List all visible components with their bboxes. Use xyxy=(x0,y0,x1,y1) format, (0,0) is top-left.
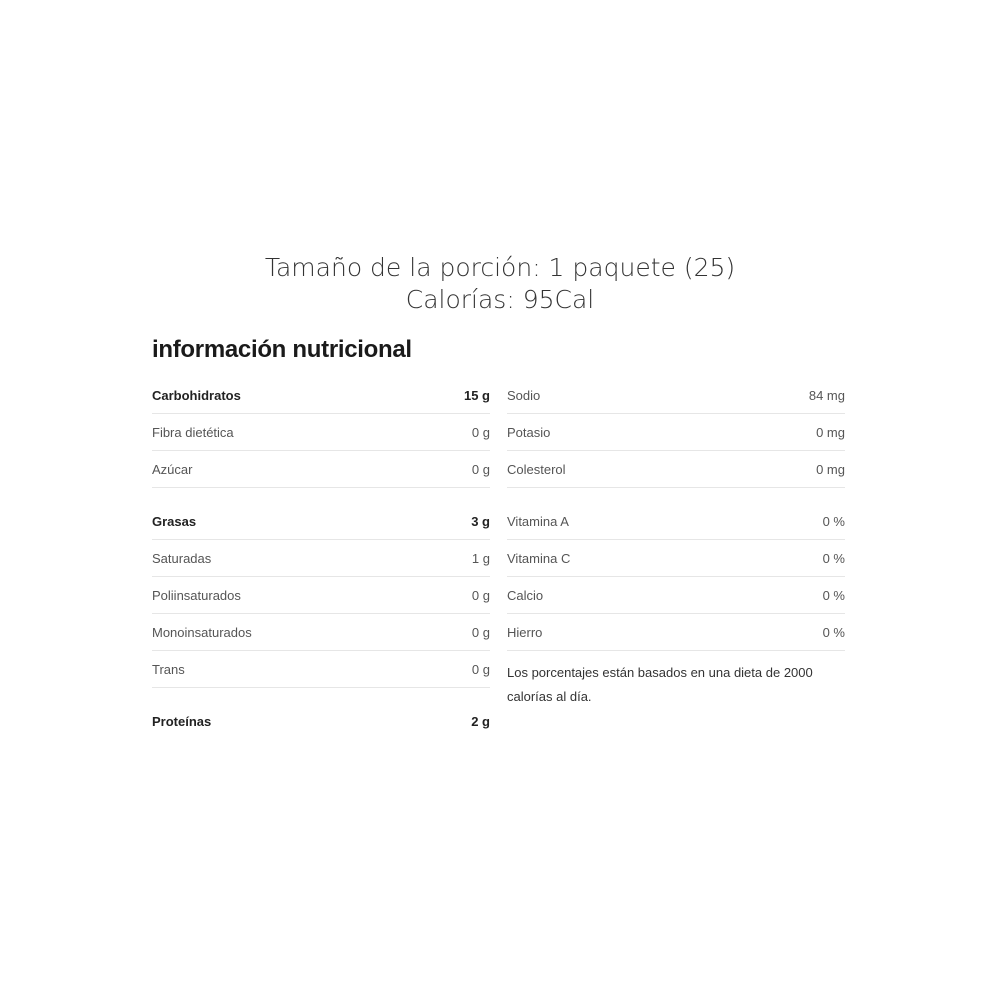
calories: Calorías: 95Cal xyxy=(405,285,595,314)
nutrient-row xyxy=(152,503,490,540)
nutrient-row xyxy=(152,414,490,451)
nutrient-value: 2 g xyxy=(471,713,490,729)
nutrient-row xyxy=(152,577,490,614)
nutrient-value: 0 g xyxy=(471,661,490,677)
nutrient-label: Sodio xyxy=(507,387,541,403)
nutrient-row xyxy=(507,614,845,651)
nutrients-right-column xyxy=(507,377,845,709)
nutrient-row xyxy=(507,451,845,488)
nutrient-row xyxy=(507,503,845,540)
serving-size: Tamaño de la porción: 1 paquete (25) xyxy=(264,253,736,282)
serving-header xyxy=(0,252,1000,316)
nutrient-row xyxy=(152,703,490,739)
nutrient-row xyxy=(152,451,490,488)
nutrient-value: 0 mg xyxy=(816,461,845,477)
page-title: información nutricional xyxy=(152,336,412,363)
nutrient-value: 15 g xyxy=(463,387,490,403)
nutrient-label: Potasio xyxy=(507,424,551,440)
nutrient-label: Trans xyxy=(152,661,185,677)
nutrient-label: Proteínas xyxy=(152,713,212,729)
nutrient-label: Calcio xyxy=(507,587,544,603)
nutrient-row xyxy=(507,577,845,614)
nutrient-value: 0 g xyxy=(471,461,490,477)
nutrient-value: 3 g xyxy=(471,513,490,529)
nutrient-label: Saturadas xyxy=(152,550,212,566)
nutrient-row xyxy=(152,651,490,688)
nutrient-label: Vitamina C xyxy=(507,550,571,566)
nutrient-label: Azúcar xyxy=(152,461,193,477)
nutrient-label: Grasas xyxy=(152,513,197,529)
daily-value-note: Los porcentajes están basados en una dieta de 2000 calorías al día. xyxy=(507,665,813,704)
nutrient-value: 0 % xyxy=(822,624,845,640)
nutrient-label: Poliinsaturados xyxy=(152,587,241,603)
nutrient-label: Colesterol xyxy=(507,461,566,477)
nutrients-left-column xyxy=(152,377,490,739)
nutrient-label: Carbohidratos xyxy=(152,387,241,403)
nutrient-value: 0 g xyxy=(471,624,490,640)
nutrient-row xyxy=(152,540,490,577)
nutrient-row xyxy=(507,377,845,414)
nutrient-value: 0 % xyxy=(822,587,845,603)
nutrient-row xyxy=(507,414,845,451)
nutrient-value: 0 % xyxy=(822,513,845,529)
nutrient-value: 1 g xyxy=(471,550,490,566)
nutrient-row xyxy=(507,540,845,577)
nutrient-value: 0 g xyxy=(471,587,490,603)
nutrient-value: 0 g xyxy=(471,424,490,440)
nutrient-label: Monoinsaturados xyxy=(152,624,252,640)
nutrient-value: 0 % xyxy=(822,550,845,566)
nutrient-label: Hierro xyxy=(507,624,543,640)
nutrient-label: Vitamina A xyxy=(507,513,569,529)
nutrient-row xyxy=(152,377,490,414)
nutrient-row xyxy=(152,614,490,651)
nutrient-value: 84 mg xyxy=(808,387,845,403)
nutrient-label: Fibra dietética xyxy=(152,424,234,440)
nutrient-value: 0 mg xyxy=(816,424,845,440)
